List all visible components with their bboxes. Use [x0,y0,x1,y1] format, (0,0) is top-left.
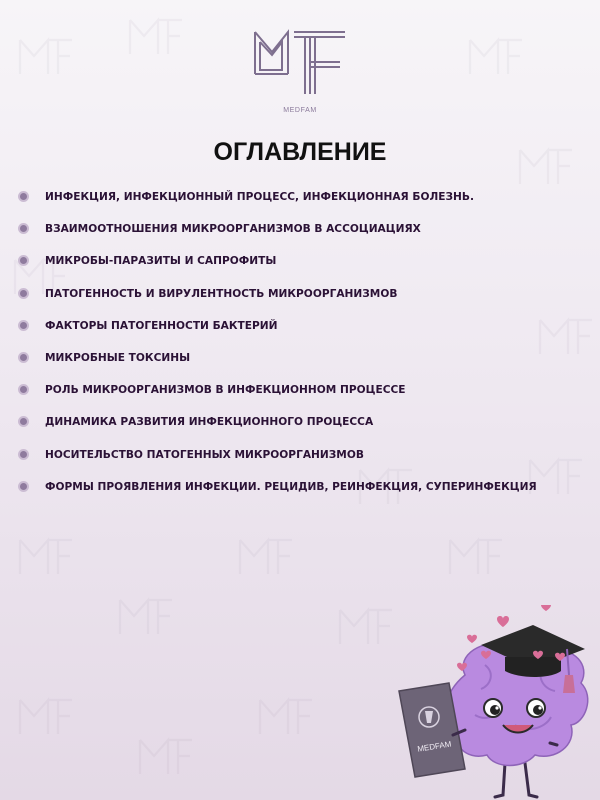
brain-mascot-illustration [395,605,600,800]
toc-item-label: ФОРМЫ ПРОЯВЛЕНИЯ ИНФЕКЦИИ. РЕЦИДИВ, РЕИНФЕКЦИЯ, СУПЕРИНФЕКЦИЯ [45,480,537,493]
bullet-icon [20,354,27,361]
bullet-icon [20,225,27,232]
toc-item[interactable] [20,414,580,446]
toc-item[interactable] [20,479,580,511]
bullet-icon [20,418,27,425]
toc-item[interactable] [20,350,580,382]
mascot-legs [495,763,537,797]
toc-item[interactable] [20,286,580,318]
page-title: ОГЛАВЛЕНИЕ [213,138,387,166]
table-of-contents [20,189,580,511]
toc-item-label: ВЗАИМООТНОШЕНИЯ МИКРООРГАНИЗМОВ В АССОЦИАЦИЯХ [45,223,421,236]
toc-item-label: ПАТОГЕННОСТЬ И ВИРУЛЕНТНОСТЬ МИКРООРГАНИЗМОВ [45,287,398,300]
toc-item-label: МИКРОБНЫЕ ТОКСИНЫ [45,351,191,364]
toc-item-label: МИКРОБЫ-ПАРАЗИТЫ И САПРОФИТЫ [45,255,277,268]
book-label: MEDFAM [416,739,452,754]
toc-item[interactable] [20,253,580,285]
bullet-icon [20,257,27,264]
bullet-icon [20,386,27,393]
brand-caption: MEDFAM [283,107,317,114]
bullet-icon [20,193,27,200]
toc-item-label: НОСИТЕЛЬСТВО ПАТОГЕННЫХ МИКРООРГАНИЗМОВ [45,448,364,461]
toc-item[interactable] [20,189,580,221]
toc-item[interactable] [20,318,580,350]
bullet-icon [20,290,27,297]
bullet-icon [20,322,27,329]
toc-item-label: ДИНАМИКА РАЗВИТИЯ ИНФЕКЦИОННОГО ПРОЦЕССА [45,416,374,429]
toc-item-label: ИНФЕКЦИЯ, ИНФЕКЦИОННЫЙ ПРОЦЕСС, ИНФЕКЦИОННАЯ БОЛЕЗНЬ. [45,191,474,203]
toc-item[interactable] [20,447,580,479]
toc-item-label: РОЛЬ МИКРООРГАНИЗМОВ В ИНФЕКЦИОННОМ ПРОЦЕССЕ [45,384,406,397]
toc-item-label: ФАКТОРЫ ПАТОГЕННОСТИ БАКТЕРИЙ [45,319,278,332]
toc-item[interactable] [20,382,580,414]
bullet-icon [20,483,27,490]
bullet-icon [20,451,27,458]
toc-item[interactable] [20,221,580,253]
